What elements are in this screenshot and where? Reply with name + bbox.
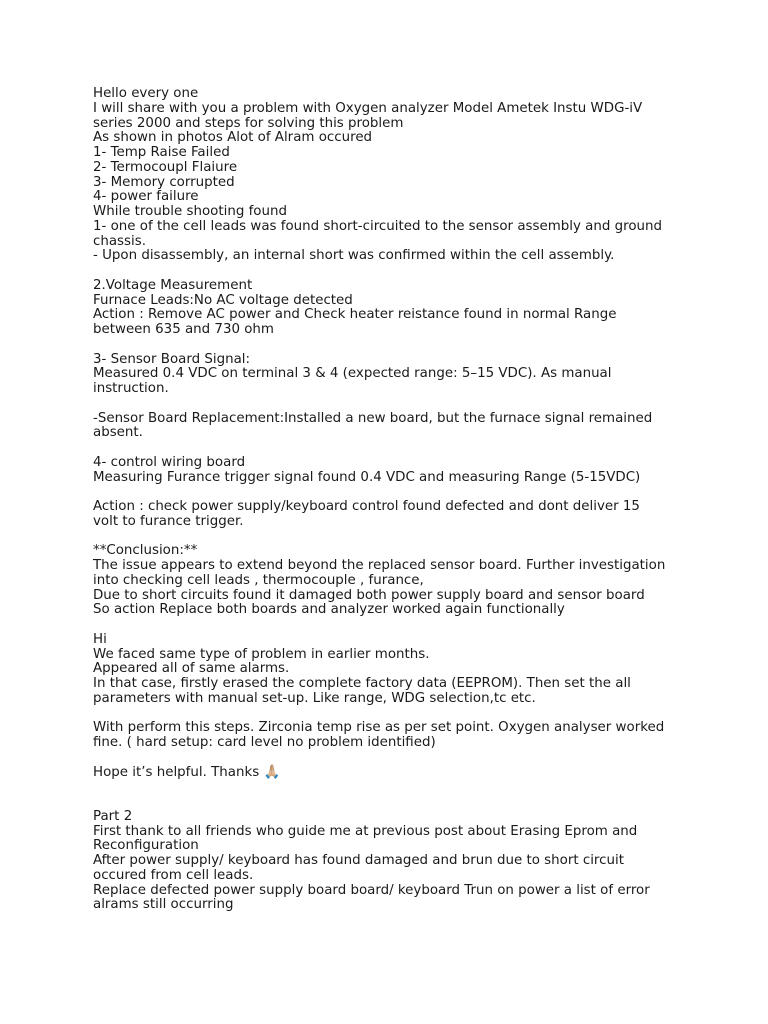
text-line: Part 2 — [93, 808, 133, 824]
text-line: I will share with you a problem with Oxygen analyzer Model Ametek Instu WDG-iV — [93, 100, 643, 116]
text-line: Replace defected power supply board board/ keyboard Trun on power a list of error — [93, 882, 650, 898]
blank-line — [93, 338, 693, 353]
text-line: 4- power failure — [93, 189, 199, 205]
text-line: between 635 and 730 ohm — [93, 322, 274, 337]
text-line: 2.Voltage Measurement — [93, 277, 253, 293]
text-line: Appeared all of same alarms. — [93, 661, 290, 677]
text-line: Hi — [93, 631, 107, 647]
text-line: Measuring Furance trigger signal found 0.4 VDC and measuring Range (5-15VDC) — [93, 469, 641, 485]
text-line: 3- Memory corrupted — [93, 174, 235, 190]
blank-line — [93, 485, 693, 500]
blank-line — [93, 397, 693, 412]
text-line: 1- one of the cell leads was found short-circuited to the sensor assembly and ground — [93, 218, 662, 234]
text-line: chassis. — [93, 233, 146, 249]
text-line: With perform this steps. Zirconia temp rise as per set point. Oxygen analyser worked — [93, 720, 665, 736]
text-line: volt to furance trigger. — [93, 513, 244, 529]
text-line: parameters with manual set-up. Like range, WDG selection,tc etc. — [93, 690, 536, 706]
text-line: 1- Temp Raise Failed — [93, 145, 230, 160]
text-line: Action : Remove AC power and Check heater reistance found in normal Range — [93, 307, 617, 323]
text-line: into checking cell leads , thermocouple , furance, — [93, 572, 424, 588]
text-line: While trouble shooting found — [93, 204, 287, 219]
blank-line — [93, 530, 693, 545]
text-line: The issue appears to extend beyond the replaced sensor board. Further investigation — [93, 558, 666, 573]
text-line: - Upon disassembly, an internal short was confirmed within the cell assembly. — [93, 248, 615, 264]
blank-line — [93, 795, 693, 810]
text-line: As shown in photos Alot of Alram occured — [93, 130, 373, 146]
text-line: Action : check power supply/keyboard control found defected and dont deliver 15 — [93, 499, 640, 514]
text-line: 3- Sensor Board Signal: — [93, 351, 251, 367]
document-body — [93, 87, 693, 913]
blank-line — [93, 618, 693, 633]
text-line: Hello every one — [93, 86, 199, 101]
text-line: We faced same type of problem in earlier months. — [93, 646, 430, 662]
blank-line — [93, 707, 693, 722]
text-line: Measured 0.4 VDC on terminal 3 & 4 (expected range: 5–15 VDC). As manual — [93, 366, 612, 382]
text-line: fine. ( hard setup: card level no problem identified) — [93, 735, 436, 750]
text-line: series 2000 and steps for solving this problem — [93, 115, 404, 131]
text-line: alrams still occurring — [93, 897, 234, 913]
text-line: occured from cell leads. — [93, 867, 254, 883]
blank-line — [93, 751, 693, 766]
text-line: 2- Termocoupl Flaiure — [93, 159, 238, 175]
text-line: So action Replace both boards and analyzer worked again functionally — [93, 602, 565, 618]
text-line: Furnace Leads:No AC voltage detected — [93, 292, 353, 308]
text-line: Reconfiguration — [93, 838, 199, 854]
text-line: absent. — [93, 425, 143, 441]
text-line: **Conclusion:** — [93, 543, 198, 559]
text-line: 4- control wiring board — [93, 454, 246, 470]
blank-line — [93, 780, 693, 795]
text-line: In that case, firstly erased the complete factory data (EEPROM). Then set the all — [93, 676, 631, 691]
blank-line — [93, 441, 693, 456]
text-line: First thank to all friends who guide me at previous post about Erasing Eprom and — [93, 823, 638, 839]
text-line: instruction. — [93, 381, 169, 396]
text-line: Due to short circuits found it damaged both power supply board and sensor board — [93, 587, 645, 603]
text-line: After power supply/ keyboard has found damaged and brun due to short circuit — [93, 853, 624, 868]
text-line: -Sensor Board Replacement:Installed a new board, but the furnace signal remained — [93, 410, 653, 426]
text-line: Hope it’s helpful. Thanks 🙏🏼 — [93, 764, 281, 780]
blank-line — [93, 264, 693, 279]
